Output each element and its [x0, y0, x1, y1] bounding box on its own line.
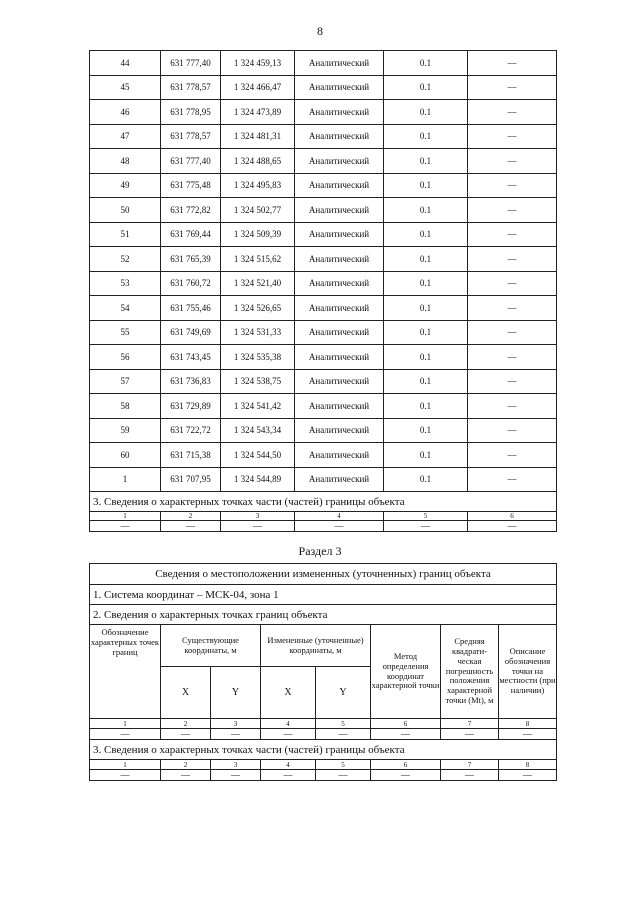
header-x: X — [261, 667, 316, 719]
description: — — [468, 100, 557, 125]
coord-x: 631 778,95 — [161, 100, 221, 125]
description: — — [468, 222, 557, 247]
point-number: 55 — [90, 320, 161, 345]
description: — — [468, 271, 557, 296]
point-number: 48 — [90, 149, 161, 174]
empty-cell: — — [371, 729, 441, 740]
column-numbers-row — [90, 719, 557, 729]
accuracy: 0.1 — [384, 296, 468, 321]
column-number: 3 — [211, 719, 261, 729]
method: Аналитический — [295, 369, 384, 394]
description: — — [468, 51, 557, 76]
description: — — [468, 247, 557, 272]
coord-x: 631 755,46 — [161, 296, 221, 321]
point-number: 54 — [90, 296, 161, 321]
description: — — [468, 296, 557, 321]
column-number: 2 — [161, 512, 221, 521]
coord-y: 1 324 466,47 — [221, 75, 295, 100]
point-number: 46 — [90, 100, 161, 125]
table-row — [90, 467, 557, 492]
method: Аналитический — [295, 418, 384, 443]
empty-cell: — — [261, 729, 316, 740]
empty-cell: — — [316, 770, 371, 781]
column-number: 5 — [384, 512, 468, 521]
coord-x: 631 722,72 — [161, 418, 221, 443]
table-row — [90, 369, 557, 394]
method: Аналитический — [295, 320, 384, 345]
coord-x: 631 777,40 — [161, 51, 221, 76]
accuracy: 0.1 — [384, 467, 468, 492]
accuracy: 0.1 — [384, 369, 468, 394]
accuracy: 0.1 — [384, 394, 468, 419]
table-row — [90, 443, 557, 468]
column-number: 7 — [441, 760, 499, 770]
accuracy: 0.1 — [384, 100, 468, 125]
point-number: 45 — [90, 75, 161, 100]
accuracy: 0.1 — [384, 443, 468, 468]
coord-x: 631 778,57 — [161, 124, 221, 149]
column-number: 2 — [161, 760, 211, 770]
coord-x: 631 772,82 — [161, 198, 221, 223]
column-number: 1 — [90, 760, 161, 770]
accuracy: 0.1 — [384, 75, 468, 100]
point-number: 57 — [90, 369, 161, 394]
empty-cell: — — [295, 521, 384, 532]
table-title: Сведения о местоположении измененных (уточненных) границ объекта — [90, 564, 557, 585]
point-number: 53 — [90, 271, 161, 296]
empty-cell: — — [221, 521, 295, 532]
method: Аналитический — [295, 100, 384, 125]
empty-cell: — — [371, 770, 441, 781]
point-number: 51 — [90, 222, 161, 247]
part3-heading: 3. Сведения о характерных точках части (частей) границы объекта — [90, 492, 557, 512]
coord-x: 631 777,40 — [161, 149, 221, 174]
part3-heading: 3. Сведения о характерных точках части (частей) границы объекта — [90, 740, 557, 760]
column-numbers-row — [90, 760, 557, 770]
table-row — [90, 296, 557, 321]
coord-x: 631 715,38 — [161, 443, 221, 468]
coord-x: 631 729,89 — [161, 394, 221, 419]
accuracy: 0.1 — [384, 222, 468, 247]
coord-y: 1 324 543,34 — [221, 418, 295, 443]
coord-x: 631 760,72 — [161, 271, 221, 296]
table-row — [90, 394, 557, 419]
empty-cell: — — [90, 770, 161, 781]
accuracy: 0.1 — [384, 51, 468, 76]
accuracy: 0.1 — [384, 271, 468, 296]
coordinate-system-line: 1. Система координат – МСК-04, зона 1 — [90, 585, 557, 605]
accuracy: 0.1 — [384, 418, 468, 443]
method: Аналитический — [295, 394, 384, 419]
coord-y: 1 324 488,65 — [221, 149, 295, 174]
table-row — [90, 51, 557, 76]
coord-y: 1 324 535,38 — [221, 345, 295, 370]
column-number: 3 — [221, 512, 295, 521]
empty-cell: — — [441, 770, 499, 781]
coord-y: 1 324 495,83 — [221, 173, 295, 198]
table-row — [90, 271, 557, 296]
empty-cell: — — [161, 521, 221, 532]
coord-x: 631 765,39 — [161, 247, 221, 272]
description: — — [468, 345, 557, 370]
column-number: 1 — [90, 719, 161, 729]
point-number: 56 — [90, 345, 161, 370]
coord-y: 1 324 541,42 — [221, 394, 295, 419]
method: Аналитический — [295, 296, 384, 321]
empty-cell: — — [499, 770, 557, 781]
accuracy: 0.1 — [384, 173, 468, 198]
page-number: 8 — [317, 24, 323, 38]
point-number: 1 — [90, 467, 161, 492]
column-number: 2 — [161, 719, 211, 729]
point-number: 49 — [90, 173, 161, 198]
column-number: 5 — [316, 760, 371, 770]
table-row — [90, 345, 557, 370]
empty-cell: — — [441, 729, 499, 740]
table-row — [90, 222, 557, 247]
empty-cell: — — [468, 521, 557, 532]
table-row — [90, 173, 557, 198]
point-number: 44 — [90, 51, 161, 76]
points-heading: 2. Сведения о характерных точках границ объекта — [90, 605, 557, 625]
column-number: 8 — [499, 760, 557, 770]
column-number: 4 — [261, 719, 316, 729]
table-row — [90, 149, 557, 174]
method: Аналитический — [295, 173, 384, 198]
empty-cell: — — [211, 729, 261, 740]
table-row — [90, 320, 557, 345]
coord-y: 1 324 481,31 — [221, 124, 295, 149]
coord-y: 1 324 521,40 — [221, 271, 295, 296]
description: — — [468, 394, 557, 419]
method: Аналитический — [295, 51, 384, 76]
method: Аналитический — [295, 75, 384, 100]
header-method: Метод определения координат характерной точки — [371, 625, 441, 719]
coord-x: 631 775,48 — [161, 173, 221, 198]
header-existing: Существующие координаты, м — [161, 625, 261, 667]
coord-y: 1 324 509,39 — [221, 222, 295, 247]
method: Аналитический — [295, 345, 384, 370]
empty-row — [90, 521, 557, 532]
part3-heading-row — [90, 492, 557, 512]
coord-x: 631 778,57 — [161, 75, 221, 100]
coord-y: 1 324 459,13 — [221, 51, 295, 76]
method: Аналитический — [295, 247, 384, 272]
method: Аналитический — [295, 271, 384, 296]
description: — — [468, 467, 557, 492]
coord-x: 631 749,69 — [161, 320, 221, 345]
description: — — [468, 369, 557, 394]
method: Аналитический — [295, 198, 384, 223]
empty-cell: — — [211, 770, 261, 781]
empty-cell: — — [499, 729, 557, 740]
column-number: 3 — [211, 760, 261, 770]
method: Аналитический — [295, 149, 384, 174]
coord-y: 1 324 538,75 — [221, 369, 295, 394]
point-number: 60 — [90, 443, 161, 468]
header-changed: Измененные (уточненные) координаты, м — [261, 625, 371, 667]
column-number: 7 — [441, 719, 499, 729]
table-row — [90, 418, 557, 443]
description: — — [468, 198, 557, 223]
description: — — [468, 418, 557, 443]
empty-row — [90, 729, 557, 740]
coord-y: 1 324 531,33 — [221, 320, 295, 345]
point-number: 50 — [90, 198, 161, 223]
empty-cell: — — [261, 770, 316, 781]
coordinates-table — [89, 50, 557, 532]
coord-x: 631 743,45 — [161, 345, 221, 370]
column-number: 4 — [295, 512, 384, 521]
accuracy: 0.1 — [384, 198, 468, 223]
column-numbers-row — [90, 512, 557, 521]
empty-cell: — — [384, 521, 468, 532]
column-number: 8 — [499, 719, 557, 729]
column-number: 6 — [371, 719, 441, 729]
column-number: 4 — [261, 760, 316, 770]
coord-x: 631 707,95 — [161, 467, 221, 492]
empty-cell: — — [90, 521, 161, 532]
method: Аналитический — [295, 443, 384, 468]
header-designation: Обозначение характерных точек границ — [90, 625, 161, 719]
method: Аналитический — [295, 124, 384, 149]
column-number: 6 — [468, 512, 557, 521]
changed-boundaries-table — [89, 563, 557, 781]
header-y: Y — [211, 667, 261, 719]
table-row — [90, 124, 557, 149]
coord-y: 1 324 473,89 — [221, 100, 295, 125]
section-title: Раздел 3 — [298, 544, 342, 558]
header-description: Описание обозначения точки на местности (при наличии) — [499, 625, 557, 719]
description: — — [468, 443, 557, 468]
header-x: X — [161, 667, 211, 719]
coord-y: 1 324 544,50 — [221, 443, 295, 468]
method: Аналитический — [295, 222, 384, 247]
point-number: 52 — [90, 247, 161, 272]
accuracy: 0.1 — [384, 345, 468, 370]
description: — — [468, 173, 557, 198]
coord-y: 1 324 502,77 — [221, 198, 295, 223]
accuracy: 0.1 — [384, 149, 468, 174]
table-row — [90, 100, 557, 125]
accuracy: 0.1 — [384, 320, 468, 345]
header-y: Y — [316, 667, 371, 719]
table-row — [90, 247, 557, 272]
table-row — [90, 75, 557, 100]
method: Аналитический — [295, 467, 384, 492]
empty-cell: — — [161, 729, 211, 740]
description: — — [468, 124, 557, 149]
point-number: 59 — [90, 418, 161, 443]
point-number: 47 — [90, 124, 161, 149]
coord-x: 631 736,83 — [161, 369, 221, 394]
coord-y: 1 324 544,89 — [221, 467, 295, 492]
accuracy: 0.1 — [384, 247, 468, 272]
description: — — [468, 320, 557, 345]
empty-cell: — — [316, 729, 371, 740]
column-number: 5 — [316, 719, 371, 729]
part3-heading-row — [90, 740, 557, 760]
table-row — [90, 198, 557, 223]
coord-y: 1 324 515,62 — [221, 247, 295, 272]
description: — — [468, 75, 557, 100]
point-number: 58 — [90, 394, 161, 419]
column-number: 6 — [371, 760, 441, 770]
header-accuracy: Средняя квадрати-ческая погрешность положения характерной точки (Mt), м — [441, 625, 499, 719]
coord-x: 631 769,44 — [161, 222, 221, 247]
coord-y: 1 324 526,65 — [221, 296, 295, 321]
empty-cell: — — [90, 729, 161, 740]
empty-row — [90, 770, 557, 781]
description: — — [468, 149, 557, 174]
accuracy: 0.1 — [384, 124, 468, 149]
column-number: 1 — [90, 512, 161, 521]
empty-cell: — — [161, 770, 211, 781]
